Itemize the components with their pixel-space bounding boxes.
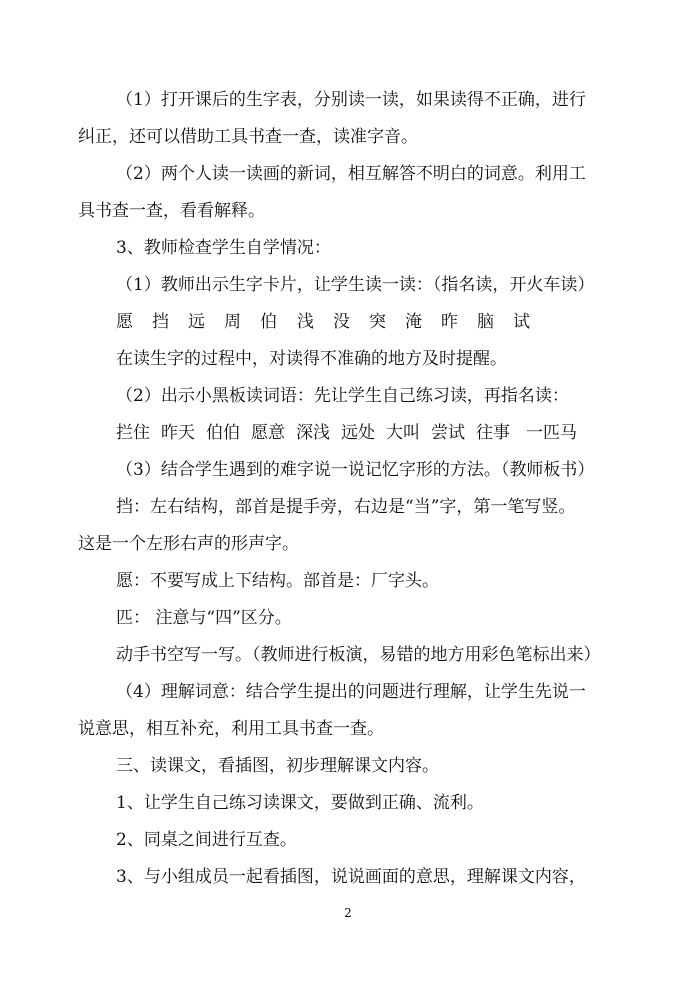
word: 往事	[476, 423, 510, 443]
word: 深浅	[296, 423, 330, 443]
text-line: 3、教师检查学生自学情况：	[116, 238, 331, 258]
word: 拦住	[116, 423, 150, 443]
text-line: 挡：左右结构，部首是提手旁，右边是“当”字，第一笔写竖。	[116, 497, 576, 517]
text-line: （4）理解词意：结合学生提出的问题进行理解，让学生先说一	[116, 682, 586, 702]
word: 尝试	[431, 423, 465, 443]
word: 一匹马	[526, 423, 577, 443]
text-line: 这是一个左形右声的形声字。	[78, 534, 299, 554]
text-line: （2）两个人读一读画的新词，相互解答不明白的词意。利用工	[116, 164, 586, 184]
character: 愿	[116, 312, 133, 332]
text-line: 2、同桌之间进行互查。	[116, 830, 297, 850]
character: 周	[224, 312, 241, 332]
character: 试	[513, 312, 530, 332]
text-line: （1）打开课后的生字表，分别读一读，如果读得不正确，进行	[116, 90, 586, 110]
text-line: 具书查一查，看看解释。	[78, 201, 265, 221]
word: 伯伯	[206, 423, 240, 443]
character: 突	[369, 312, 386, 332]
character: 脑	[477, 312, 494, 332]
page-number: 2	[344, 906, 352, 920]
word: 远处	[341, 423, 375, 443]
text-line: 动手书空写一写。（教师进行板演，易错的地方用彩色笔标出来）	[116, 645, 601, 665]
word: 大叫	[386, 423, 420, 443]
character: 远	[188, 312, 205, 332]
text-line: （2）出示小黑板读词语：先让学生自己练习读，再指名读：	[116, 386, 569, 406]
text-line: 1、让学生自己练习读课文，要做到正确、流利。	[116, 793, 484, 813]
text-line: 说意思，相互补充，利用工具书查一查。	[78, 719, 384, 739]
text-line: （1）教师出示生字卡片，让学生读一读：（指名读，开火车读）	[116, 275, 595, 295]
character: 淹	[405, 312, 422, 332]
character: 没	[333, 312, 350, 332]
text-line: 匹： 注意与“四”区分。	[116, 608, 292, 628]
text-line: 3、与小组成员一起看插图，说说画面的意思，理解课文内容，	[116, 867, 586, 887]
text-line: 愿：不要写成上下结构。部首是：厂字头。	[116, 571, 439, 591]
character: 浅	[297, 312, 314, 332]
character: 昨	[441, 312, 458, 332]
text-line: （3）结合学生遇到的难字说一说记忆字形的方法。（教师板书）	[116, 460, 595, 480]
text-line: 在读生字的过程中，对读得不准确的地方及时提醒。	[116, 349, 507, 369]
text-line: 纠正，还可以借助工具书查一查，读准字音。	[78, 127, 418, 147]
character: 挡	[152, 312, 169, 332]
character: 伯	[260, 312, 277, 332]
word: 愿意	[251, 423, 285, 443]
word: 昨天	[161, 423, 195, 443]
text-line: 三、读课文，看插图，初步理解课文内容。	[116, 756, 439, 776]
